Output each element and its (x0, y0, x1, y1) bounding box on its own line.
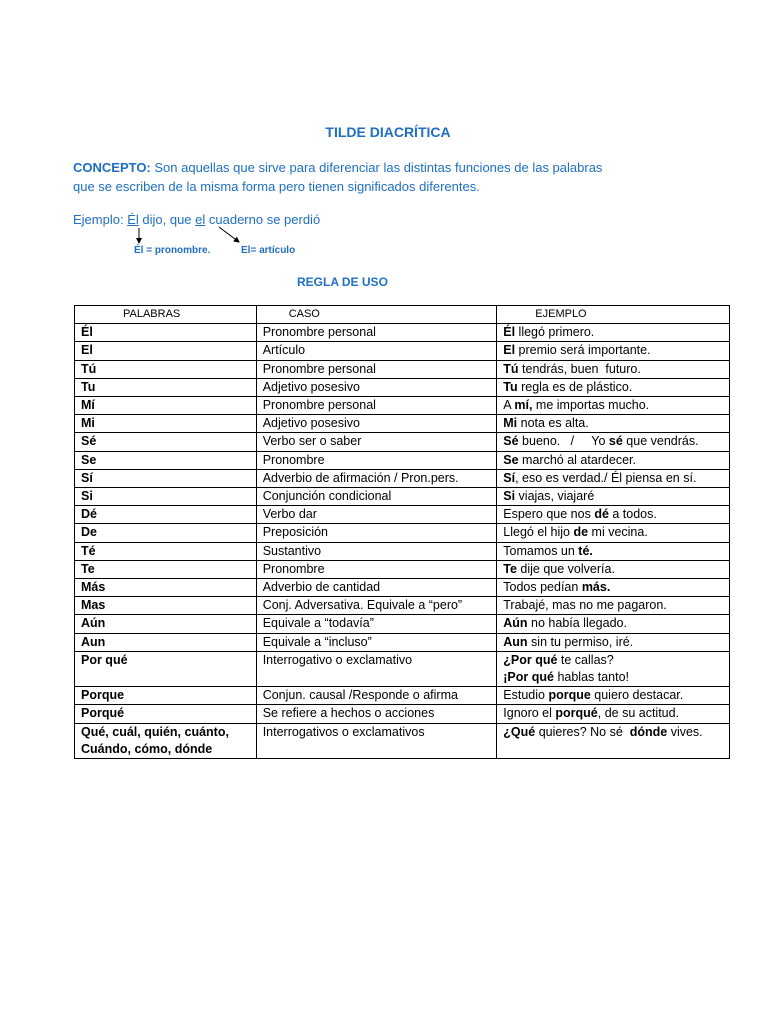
example-word-el: el (195, 212, 206, 227)
cell-ejemplo (497, 433, 730, 451)
table-row (75, 397, 730, 415)
example-fragment: a todos. (608, 507, 657, 522)
cell-caso: Pronombre (256, 451, 497, 469)
cell-palabra: Aun (75, 633, 257, 651)
cell-caso: Artículo (256, 342, 497, 360)
table-row (75, 433, 730, 451)
concept-line-2: que se escriben de la misma forma pero tienen significados diferentes. (73, 179, 480, 194)
example-fragment: Tomamos un (503, 543, 579, 558)
cell-palabra: Mas (75, 597, 257, 615)
cell-caso: Interrogativos o exclamativos (256, 723, 497, 758)
example-bold-fragment: Tú (503, 361, 519, 376)
cell-ejemplo (497, 651, 730, 686)
cell-ejemplo (497, 597, 730, 615)
cell-ejemplo (497, 579, 730, 597)
example-fragment: regla es de plástico. (517, 379, 633, 394)
table-row (75, 415, 730, 433)
example-fragment: quieres? No sé (535, 724, 630, 739)
cell-caso: Equivale a “incluso” (256, 633, 497, 651)
cell-ejemplo (497, 397, 730, 415)
example-bold-fragment: Se (503, 452, 519, 467)
cell-palabra: Aún (75, 615, 257, 633)
example-fragment: premio será importante. (515, 343, 651, 358)
cell-caso: Conjunción condicional (256, 488, 497, 506)
cell-ejemplo (497, 378, 730, 396)
cell-palabra: De (75, 524, 257, 542)
example-bold-fragment: mí, (514, 398, 533, 413)
page-title: TILDE DIACRÍTICA (325, 124, 451, 140)
cell-caso: Adjetivo posesivo (256, 378, 497, 396)
example-fragment: Estudio (503, 688, 549, 703)
cell-ejemplo (497, 705, 730, 723)
cell-caso: Interrogativo o exclamativo (256, 651, 497, 686)
table-row (75, 360, 730, 378)
annotation-articulo: El= artículo (241, 245, 296, 256)
cell-palabra: Tu (75, 378, 257, 396)
example-fragment: , de su actitud. (597, 706, 680, 721)
example-word-el-accent: Él (127, 212, 139, 227)
table-row (75, 723, 730, 758)
cell-palabra: Por qué (75, 651, 257, 686)
example-fragment: viajas, viajaré (515, 489, 595, 504)
example-fragment: nota es alta. (517, 416, 589, 431)
example-fragment: Todos pedían (503, 580, 582, 595)
cell-ejemplo (497, 560, 730, 578)
example-bold-fragment: sé (608, 434, 623, 449)
example-fragment: bueno. / Yo (518, 434, 609, 449)
cell-caso: Sustantivo (256, 542, 497, 560)
example-bold-fragment: Sí (503, 470, 516, 485)
example-bold-fragment: Sé (503, 434, 519, 449)
table-header-row (75, 306, 730, 324)
example-bold-fragment: de (573, 525, 589, 540)
example-bold-fragment: Tu (503, 379, 518, 394)
cell-caso: Preposición (256, 524, 497, 542)
example-fragment: te callas? (560, 652, 614, 667)
example-bold-fragment: ¿Por qué (503, 652, 558, 667)
example-fragment: dije que volvería. (516, 561, 615, 576)
cell-ejemplo (497, 687, 730, 705)
rules-table (74, 305, 730, 759)
cell-palabra: Mí (75, 397, 257, 415)
example-bold-fragment: El (503, 343, 516, 358)
cell-ejemplo (497, 524, 730, 542)
cell-caso: Adverbio de cantidad (256, 579, 497, 597)
cell-palabra: Sé (75, 433, 257, 451)
cell-caso: Pronombre personal (256, 324, 497, 342)
example-fragment: que vendrás. (622, 434, 699, 449)
example-middle: dijo, que (138, 212, 196, 227)
example-fragment: A (503, 398, 515, 413)
example-fragment: Ignoro el (503, 706, 556, 721)
example-bold-fragment: dé (594, 507, 609, 522)
example-bold-fragment: ¡Por qué (503, 670, 554, 685)
cell-ejemplo (497, 633, 730, 651)
table-row (75, 542, 730, 560)
example-fragment: sin tu permiso, iré. (527, 634, 634, 649)
cell-palabra: Se (75, 451, 257, 469)
example-prefix: Ejemplo: (73, 212, 128, 227)
table-row (75, 342, 730, 360)
cell-palabra: Tú (75, 360, 257, 378)
example-arrows (0, 0, 768, 300)
cell-palabra: Sí (75, 469, 257, 487)
cell-ejemplo (497, 324, 730, 342)
cell-caso: Pronombre personal (256, 397, 497, 415)
cell-caso: Verbo dar (256, 506, 497, 524)
cell-caso: Adverbio de afirmación / Pron.pers. (256, 469, 497, 487)
cell-ejemplo (497, 469, 730, 487)
concept-label: CONCEPTO: (73, 160, 151, 175)
example-bold-fragment: porqué (555, 706, 598, 721)
example-bold-fragment: Te (503, 561, 517, 576)
cell-palabra: Más (75, 579, 257, 597)
example-fragment: tendrás, buen futuro. (518, 361, 641, 376)
cell-palabra: Él (75, 324, 257, 342)
header-caso: CASO (256, 306, 497, 324)
table-row (75, 597, 730, 615)
table-row (75, 579, 730, 597)
table-row (75, 633, 730, 651)
example-bold-fragment: Él (503, 325, 516, 340)
example-bold-fragment: Aun (503, 634, 528, 649)
cell-palabra: Té (75, 542, 257, 560)
cell-caso: Pronombre personal (256, 360, 497, 378)
cell-palabra: Porqué (75, 705, 257, 723)
table-row (75, 615, 730, 633)
cell-palabra: Qué, cuál, quién, cuánto, Cuándo, cómo, dónde (75, 723, 257, 758)
cell-palabra: Si (75, 488, 257, 506)
example-bold-fragment: té. (578, 543, 593, 558)
table-row (75, 451, 730, 469)
header-ejemplo: EJEMPLO (497, 306, 730, 324)
arrow-diagonal-icon (219, 227, 239, 242)
example-bold-fragment: más. (581, 580, 611, 595)
table-row (75, 469, 730, 487)
example-fragment: hablas tanto! (553, 670, 630, 685)
example-fragment: marchó al atardecer. (518, 452, 636, 467)
example-fragment: mi vecina. (588, 525, 648, 540)
cell-palabra: El (75, 342, 257, 360)
example-bold-fragment: Mi (503, 416, 518, 431)
example-bold-fragment: ¿Qué (503, 724, 536, 739)
table-row (75, 488, 730, 506)
example-fragment: me importas mucho. (532, 398, 650, 413)
example-fragment: , eso es verdad./ Él piensa en sí. (515, 470, 697, 485)
cell-palabra: Porque (75, 687, 257, 705)
cell-caso: Verbo ser o saber (256, 433, 497, 451)
example-bold-fragment: porque (548, 688, 591, 703)
cell-palabra: Te (75, 560, 257, 578)
table-body (75, 324, 730, 759)
table-row (75, 560, 730, 578)
cell-caso: Adjetivo posesivo (256, 415, 497, 433)
example-fragment: Llegó el hijo (503, 525, 574, 540)
cell-palabra: Mi (75, 415, 257, 433)
cell-caso: Conj. Adversativa. Equivale a “pero” (256, 597, 497, 615)
cell-ejemplo (497, 451, 730, 469)
example-fragment: no había llegado. (527, 616, 627, 631)
example-bold-fragment: dónde (629, 724, 668, 739)
table-row (75, 705, 730, 723)
example-fragment: vives. (667, 724, 703, 739)
example-bold-fragment: Aún (503, 616, 528, 631)
cell-ejemplo (497, 342, 730, 360)
example-bold-fragment: Si (503, 489, 516, 504)
table-row (75, 687, 730, 705)
example-fragment: Trabajé, mas no me pagaron. (503, 598, 667, 613)
example-fragment: Espero que nos (503, 507, 595, 522)
cell-caso: Pronombre (256, 560, 497, 578)
cell-ejemplo (497, 360, 730, 378)
cell-caso: Conjun. causal /Responde o afirma (256, 687, 497, 705)
cell-caso: Equivale a “todavía” (256, 615, 497, 633)
cell-ejemplo (497, 488, 730, 506)
table-row (75, 378, 730, 396)
table-row (75, 524, 730, 542)
table-row (75, 506, 730, 524)
concept-line-1: Son aquellas que sirve para diferenciar las distintas funciones de las palabras (150, 160, 603, 175)
cell-ejemplo (497, 615, 730, 633)
cell-ejemplo (497, 415, 730, 433)
cell-palabra: Dé (75, 506, 257, 524)
section-subtitle: REGLA DE USO (297, 275, 388, 289)
example-fragment: quiero destacar. (590, 688, 684, 703)
annotation-pronombre: Él = pronombre. (134, 245, 211, 256)
header-palabras: PALABRAS (75, 306, 257, 324)
cell-ejemplo (497, 723, 730, 758)
example-fragment: llegó primero. (515, 325, 595, 340)
table-row (75, 651, 730, 686)
example-suffix: cuaderno se perdió (205, 212, 321, 227)
table-row (75, 324, 730, 342)
cell-ejemplo (497, 542, 730, 560)
cell-caso: Se refiere a hechos o acciones (256, 705, 497, 723)
cell-ejemplo (497, 506, 730, 524)
